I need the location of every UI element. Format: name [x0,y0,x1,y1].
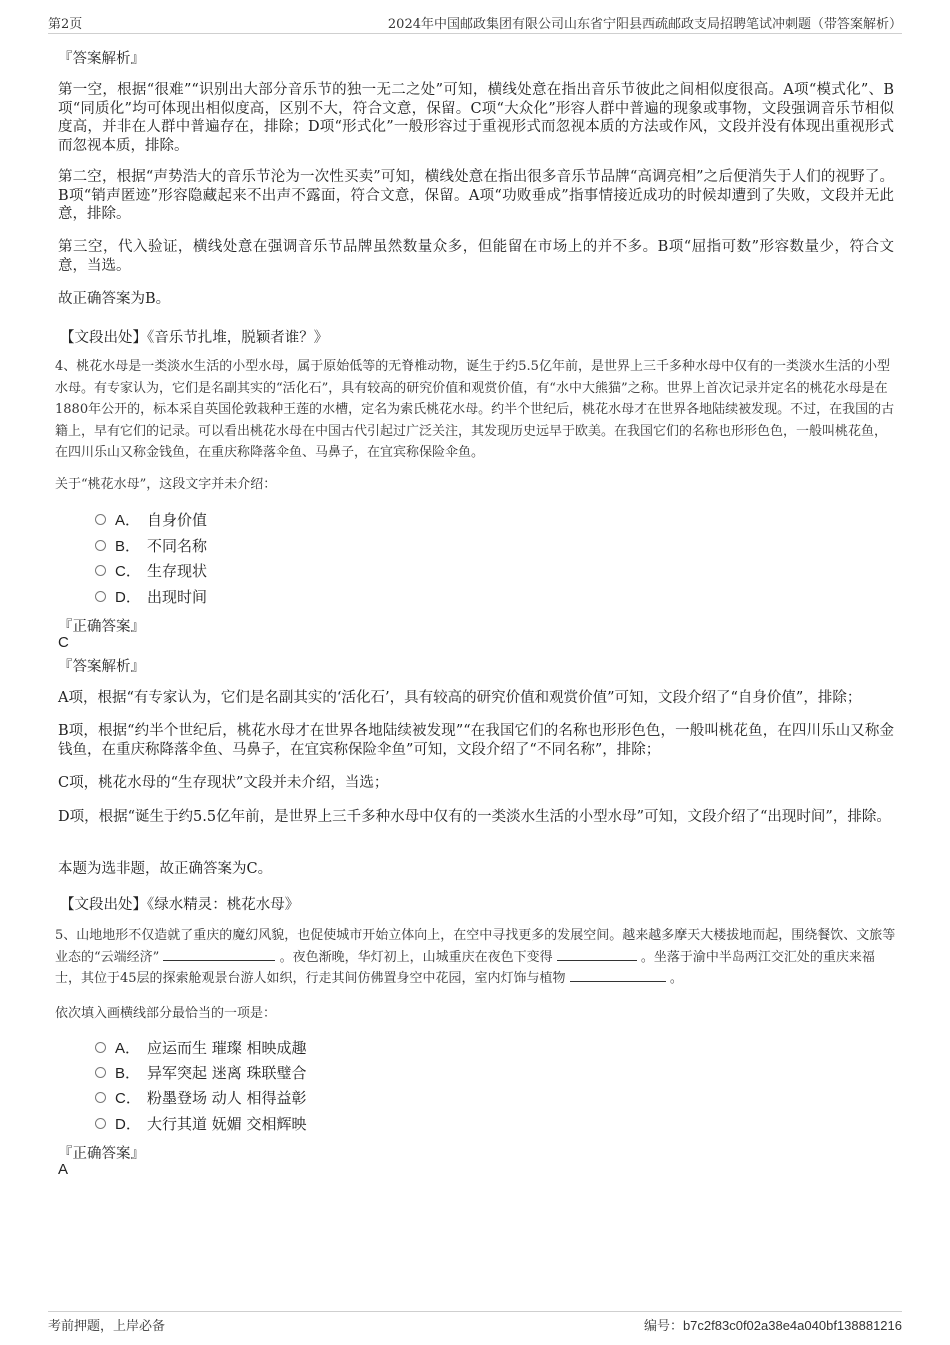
option-text: 粉墨登场 动人 相得益彰 [147,1088,307,1107]
option-text: 应运而生 璀璨 相映成趣 [147,1038,307,1057]
question-text-part: 5、山地地形不仅造就了重庆的魔幻风貌，也促使城市开始立体向上，在空中寻找更多的发展空间。越来越多摩天大楼拔地而起，围绕餐饮、文旅等业态的“云端经济” [55,928,896,965]
question-prompt: 关于“桃花水母”，这段文字并未介绍： [55,477,277,492]
analysis-conclusion: 故正确答案为B。 [58,291,171,307]
radio-circle-icon[interactable] [95,1067,106,1078]
page-header [48,13,902,34]
option-letter: D． [115,588,141,606]
radio-circle-icon[interactable] [95,540,106,551]
radio-circle-icon[interactable] [95,591,106,602]
option-letter: D． [115,1115,141,1133]
analysis-conclusion: 本题为选非题，故正确答案为C。 [58,861,273,877]
question-text: 4、桃花水母是一类淡水生活的小型水母，属于原始低等的无脊椎动物，诞生于约5.5亿年前，是世界上三千多种水母中仅有的一类淡水生活的小型水母。有专家认为，它们是名副其实的“活化石”，具有较高的研究价值和观赏价值，有“水中大熊猫”之称。世界上首次记录并定名的桃花水母是在1880年公开的，标本采自英国伦敦栽种王莲的水槽，定名为索氏桃花水母。约半个世纪后，桃花水母才在世界各地陆续被发现。不过，在我国的古籍上，早有它们的记录。可以看出桃花水母在中国古代引起过广泛关注，其发现历史远早于欧美。在我国它们的名称也形形色色，一般叫桃花鱼，在四川乐山又称金钱鱼，在重庆称降落伞鱼、马鼻子，在宜宾称保险伞鱼。 [55,359,895,460]
question-text-part: 。 [669,971,683,986]
analysis-paragraph: B项，根据“约半个世纪后，桃花水母才在世界各地陆续被发现”“在我国它们的名称也形形色色，一般叫桃花鱼，在四川乐山又称金钱鱼，在重庆称降落伞鱼、马鼻子，在宜宾称保险伞鱼”可知，文段介绍了“不同名称”，排除； [58,723,894,758]
option-letter: A． [115,511,141,529]
option-text: 生存现状 [147,561,208,580]
footer-slogan: 考前押题，上岸必备 [48,1319,166,1334]
analysis-paragraph: 第二空，根据“声势浩大的音乐节沦为一次性买卖”可知，横线处意在指出很多音乐节品牌“高调亮相”之后便消失于人们的视野了。B项“销声匿迹”形容隐藏起来不出声不露面，符合文意，保留。A项“功败垂成”指事情接近成功的时候却遭到了失败，文段并无此意，排除。 [58,169,894,222]
code-value: b7c2f83c0f02a38e4a040bf138881216 [682,1318,902,1333]
question-prompt: 依次填入画横线部分最恰当的一项是： [55,1006,277,1021]
option-letter: A． [115,1039,141,1057]
option-text: 异军突起 迷离 珠联璧合 [147,1063,307,1082]
option-c[interactable] [95,1087,307,1107]
analysis-paragraph: C项，桃花水母的“生存现状”文段并未介绍，当选； [58,775,389,791]
option-text: 自身价值 [147,510,208,529]
option-letter: B． [115,1064,141,1082]
fill-blank-1[interactable] [163,948,275,961]
page-number: 第2页 [48,17,83,32]
code-label: 编号： [643,1319,683,1334]
option-text: 大行其道 妩媚 交相辉映 [147,1114,307,1133]
analysis-paragraph: 第一空，根据“很难”“识别出大部分音乐节的独一无二之处”可知，横线处意在指出音乐节彼此之间相似度很高。A项“模式化”、B项“同质化”均可体现出相似度高，区别不大，符合文意，保留。C项“大众化”形容人群中普遍的现象或事物，文段强调音乐节相似度高，并非在人群中普遍存在，排除；D项“形式化”一般形容过于重视形式而忽视本质的方法或作风，文段并没有体现出重视形式而忽视本质，排除。 [58,82,894,154]
radio-circle-icon[interactable] [95,1042,106,1053]
option-d[interactable] [95,586,207,606]
analysis-label: 『答案解析』 [58,659,145,675]
correct-answer-label: 『正确答案』 [58,619,145,635]
analysis-label: 『答案解析』 [58,51,145,67]
option-text: 不同名称 [147,536,208,555]
option-text: 出现时间 [147,587,208,606]
document-code [644,1315,902,1334]
analysis-paragraph: D项，根据“诞生于约5.5亿年前，是世界上三千多种水母中仅有的一类淡水生活的小型水母”可知，文段介绍了“出现时间”，排除。 [58,809,891,825]
question-text [55,925,897,990]
option-a[interactable] [95,509,207,529]
option-letter: C． [115,562,141,580]
fill-blank-3[interactable] [570,969,666,982]
question-text-part: 。坐落于渝中半岛两江交汇处的重庆来福士，其位于45层的探索舱观景台游人如织，行走其间仿佛置身空中花园，室内灯饰与植物 [55,949,875,986]
document-title: 2024年中国邮政集团有限公司山东省宁阳县西疏邮政支局招聘笔试冲刺题（带答案解析） [387,17,902,32]
option-letter: C． [115,1089,141,1107]
fill-blank-2[interactable] [557,948,637,961]
option-d[interactable] [95,1113,307,1133]
question-text-part: 。夜色渐晚，华灯初上，山城重庆在夜色下变得 [279,949,553,965]
radio-circle-icon[interactable] [95,1118,106,1129]
passage-source: 【文段出处】《音乐节扎堆，脱颖者谁？》 [60,330,329,346]
correct-answer-label: 『正确答案』 [58,1146,145,1162]
analysis-paragraph: A项，根据“有专家认为，它们是名副其实的‘活化石’，具有较高的研究价值和观赏价值”可知，文段介绍了“自身价值”，排除； [58,690,862,706]
option-b[interactable] [95,1062,307,1082]
option-a[interactable] [95,1037,307,1057]
correct-answer: C [58,634,69,651]
option-b[interactable] [95,535,207,555]
radio-circle-icon[interactable] [95,514,106,525]
option-letter: B． [115,537,141,555]
radio-circle-icon[interactable] [95,565,106,576]
passage-source: 【文段出处】《绿水精灵：桃花水母》 [60,897,300,913]
correct-answer: A [58,1161,69,1178]
analysis-paragraph: 第三空，代入验证，横线处意在强调音乐节品牌虽然数量众多，但能留在市场上的并不多。B项“屈指可数”形容数量少，符合文意，当选。 [58,239,894,274]
radio-circle-icon[interactable] [95,1092,106,1103]
option-c[interactable] [95,560,207,580]
page-footer [48,1311,902,1332]
